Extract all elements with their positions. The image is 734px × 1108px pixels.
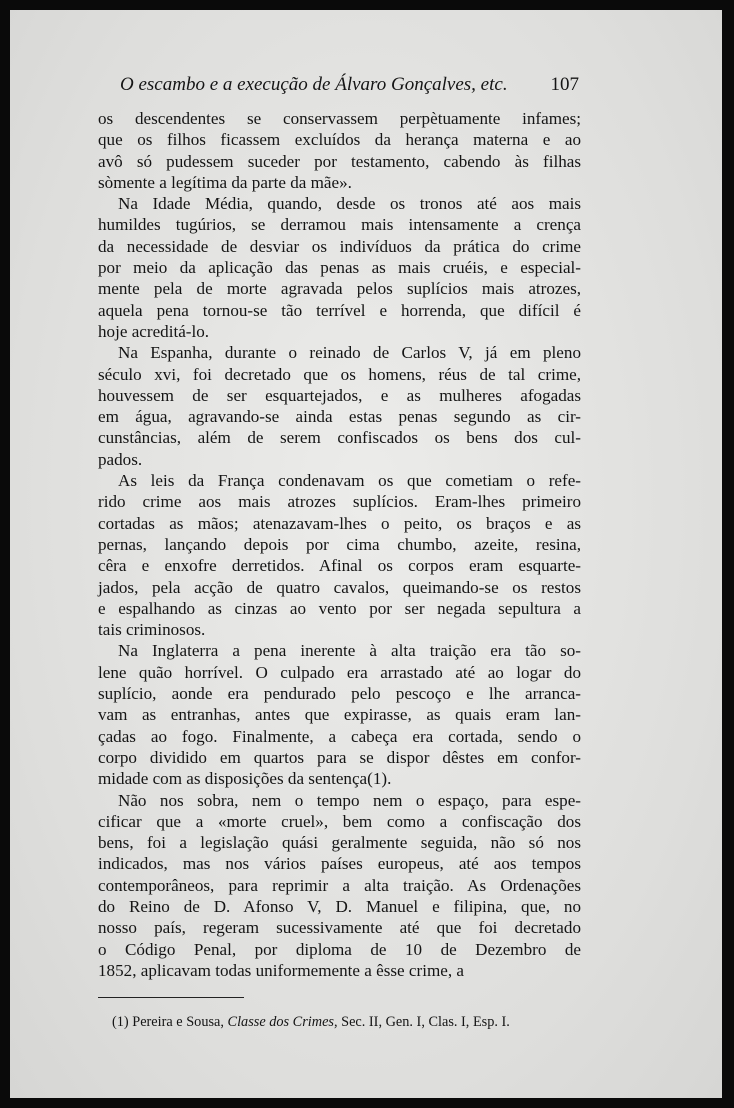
text-line: midade com as disposições da sentença(1). (98, 769, 392, 789)
text-line: jados, pela acção de quatro cavalos, queimando-se os restos (98, 577, 581, 597)
text-line: Não nos sobra, nem o tempo nem o espaço, para espe- (118, 790, 581, 810)
text-line: que os filhos ficassem excluídos da herança materna e ao (98, 130, 581, 150)
text-line: rido crime aos mais atrozes suplícios. Eram-lhes primeiro (98, 492, 581, 512)
text-line: mente pela de morte agravada pelos suplícios mais atrozes, (98, 279, 581, 299)
text-line: lene quão horrível. O culpado era arrastado até ao logar do (98, 662, 581, 682)
text-line: em água, agravando-se ainda estas penas segundo as cir- (98, 407, 581, 427)
text-line: Na Idade Média, quando, desde os tronos até aos mais (118, 194, 581, 214)
text-line: çadas ao fogo. Finalmente, a cabeça era cortada, sendo o (98, 726, 581, 746)
running-header (120, 72, 581, 98)
book-page (10, 10, 722, 1098)
text-line: Na Espanha, durante o reinado de Carlos V, já em pleno (118, 343, 581, 363)
text-line: cunstâncias, além de serem confiscados os bens dos cul- (98, 428, 581, 448)
text-line: corpo dividido em quartos para se dispor dêstes em confor- (98, 747, 581, 767)
page-number: 107 (550, 74, 579, 95)
text-line: do Reino de D. Afonso V, D. Manuel e filipina, que, no (98, 896, 581, 916)
text-line: hoje acreditá-lo. (98, 321, 210, 341)
paragraph (98, 193, 581, 342)
text-line: humildes tugúrios, se derramou mais intensamente a crença (98, 215, 581, 235)
paragraph (98, 640, 581, 789)
page-content (98, 72, 581, 1032)
text-line: pernas, lançando depois por cima chumbo, azeite, resina, (98, 534, 581, 554)
footnote-rule (98, 997, 244, 998)
text-line: tais criminosos. (98, 620, 206, 640)
text-line: e espalhando as cinzas ao vento por ser negada sepultura a (98, 598, 581, 618)
text-line: o Código Penal, por diploma de 10 de Dezembro de (98, 939, 581, 959)
footnote-italic-title: Classe dos Crimes (227, 1014, 334, 1031)
text-line: houvessem de ser esquartejados, e as mulheres afogadas (98, 385, 581, 405)
text-line: sòmente a legítima da parte da mãe». (98, 172, 352, 192)
paragraph (98, 108, 581, 193)
text-line: suplício, aonde era pendurado pelo pescoço e lhe arranca- (98, 684, 581, 704)
text-line: indicados, mas nos vários países europeus, até aos tempos (98, 854, 581, 874)
text-line: contemporâneos, para reprimir a alta traição. As Ordenações (98, 875, 581, 895)
text-line: nosso país, regeram sucessivamente até que foi decretado (98, 918, 581, 938)
text-line: 1852, aplicavam todas uniformemente a êsse crime, a (98, 960, 464, 980)
text-line: cificar que a «morte cruel», bem como a confiscação dos (98, 811, 581, 831)
text-line: As leis da França condenavam os que cometiam o refe- (118, 471, 581, 491)
paragraph (98, 790, 581, 982)
paragraph (98, 470, 581, 640)
body-text (98, 108, 581, 981)
text-line: por meio da aplicação das penas as mais cruéis, e especial- (98, 258, 581, 278)
footnote-suffix: , Sec. II, Gen. I, Clas. I, Esp. I. (333, 1014, 510, 1031)
text-line: da necessidade de desviar os indivíduos da prática do crime (98, 236, 581, 256)
text-line: bens, foi a legislação quási geralmente seguida, não só nos (98, 833, 581, 853)
text-line: século xvi, foi decretado que os homens, réus de tal crime, (98, 364, 581, 384)
text-line: Na Inglaterra a pena inerente à alta traição era tão so- (118, 641, 581, 661)
footnote-prefix: (1) Pereira e Sousa, (112, 1014, 228, 1031)
text-line: vam as entranhas, antes que expirasse, as quais eram lan- (98, 705, 581, 725)
running-title: O escambo e a execução de Álvaro Gonçalves, etc. (120, 74, 508, 95)
footnote (112, 1012, 581, 1032)
text-line: pados. (98, 449, 143, 469)
text-line: aquela pena tornou-se tão terrível e horrenda, que difícil é (98, 300, 581, 320)
text-line: cortadas as mãos; atenazavam-lhes o peito, os braços e as (98, 513, 581, 533)
text-line: cêra e enxofre derretidos. Afinal os corpos eram esquarte- (98, 556, 581, 576)
paragraph (98, 342, 581, 470)
text-line: avô só pudessem suceder por testamento, cabendo às filhas (98, 151, 581, 171)
text-line: os descendentes se conservassem perpètuamente infames; (98, 109, 581, 128)
